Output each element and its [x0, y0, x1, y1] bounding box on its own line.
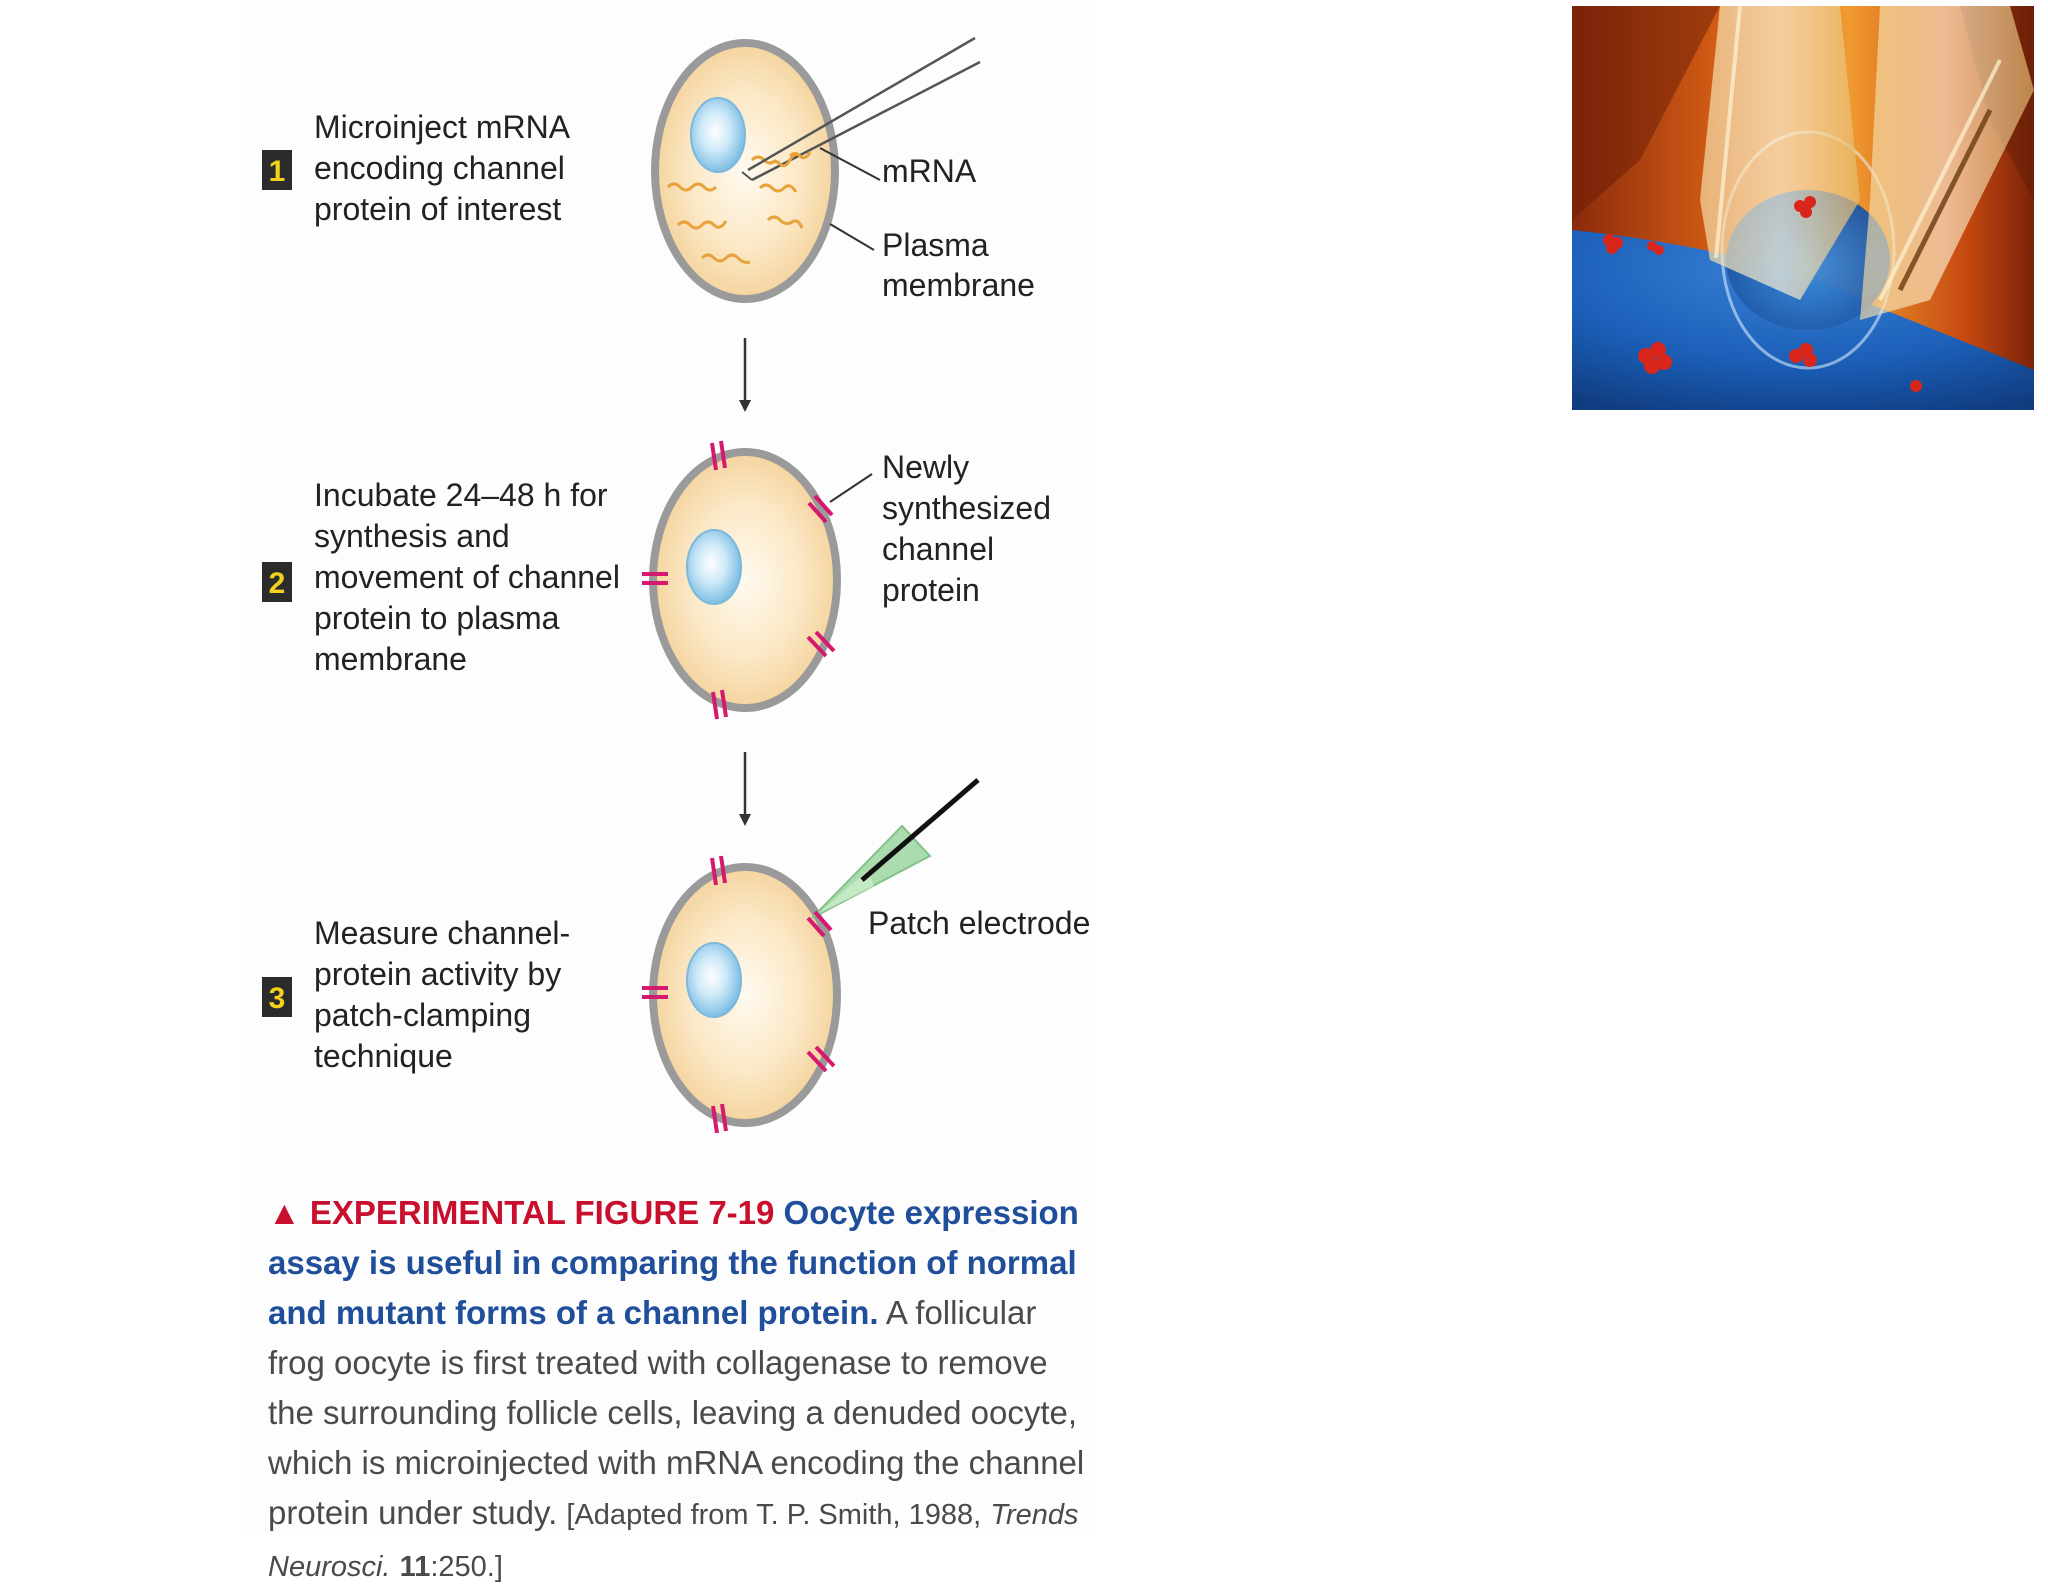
step-2-line: synthesis and — [314, 518, 510, 554]
step-2-line: membrane — [314, 641, 467, 677]
step-1-number: 1 — [268, 155, 286, 188]
nucleus — [691, 98, 745, 172]
new-channel-label-line: Newly — [882, 449, 970, 485]
step-2-badge — [262, 562, 292, 602]
patch-electrode-label: Patch electrode — [868, 905, 1091, 941]
figure-label: EXPERIMENTAL FIGURE 7-19 — [309, 1194, 775, 1231]
step-3-badge — [262, 977, 292, 1017]
nucleus — [687, 943, 741, 1017]
step-2-line: protein to plasma — [314, 600, 560, 636]
oocyte-membrane — [653, 452, 837, 708]
step-3-line: patch-clamping — [314, 997, 531, 1033]
step-1-line: protein of interest — [314, 191, 562, 227]
step-1-description — [314, 109, 571, 227]
oocyte-membrane — [655, 43, 835, 299]
citation-volume: 11 — [399, 1551, 431, 1583]
step-3-number: 3 — [268, 982, 286, 1015]
caption-body: A follicular frog oocyte is first treated with collagenase to remove the surrounding follicle cells, leaving a denuded oocyte, which is microinjected with mRNA encoding the channel protein under study. — [268, 1294, 1085, 1531]
new-channel-label-line: channel — [882, 531, 995, 567]
step-2-line: movement of channel — [314, 559, 620, 595]
step-3-line: protein activity by — [314, 956, 562, 992]
figure-caption — [268, 1188, 1088, 1592]
caption-marker: ▲ — [268, 1194, 301, 1231]
mrna-label: mRNA — [882, 153, 977, 189]
step-1-line: encoding channel — [314, 150, 565, 186]
step-1-badge — [262, 150, 292, 190]
new-channel-label-line: protein — [882, 572, 980, 608]
nucleus — [687, 530, 741, 604]
step-1-line: Microinject mRNA — [314, 109, 571, 145]
step-2-line: Incubate 24–48 h for — [314, 477, 608, 513]
step-3-line: technique — [314, 1038, 453, 1074]
citation-suffix: :250.] — [430, 1551, 503, 1583]
patch-clamp-illustration — [1572, 6, 2034, 410]
new-channel-label-line: synthesized — [882, 490, 1051, 526]
step-3-line: Measure channel- — [314, 915, 571, 951]
patch-electrode-callout — [868, 905, 1090, 941]
oocyte-membrane — [653, 867, 837, 1123]
citation-journal: Trends Neurosci. — [268, 1499, 1079, 1583]
plasma-membrane-label-line: Plasma — [882, 227, 989, 263]
plasma-membrane-label-line: membrane — [882, 267, 1035, 303]
figure-title: Oocyte expression assay is useful in comparing the function of normal and mutant forms of a channel protein. — [268, 1194, 1079, 1331]
step-2-number: 2 — [268, 567, 286, 600]
citation-prefix: [Adapted from T. P. Smith, 1988, — [566, 1499, 982, 1531]
